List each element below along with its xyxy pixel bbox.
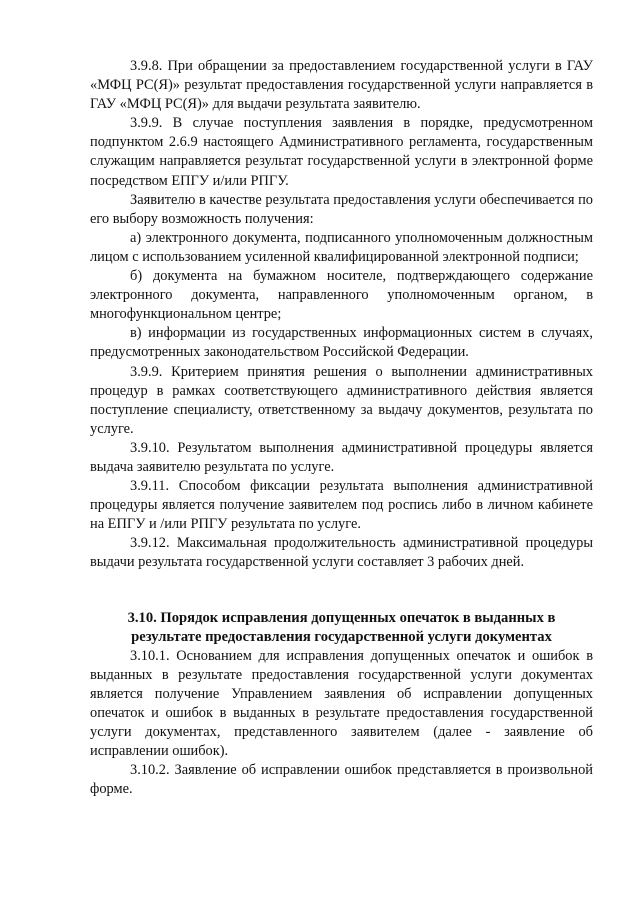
paragraph-3-9-11: 3.9.11. Способом фиксации результата выполнения административной процедуры является получение заявителем под роспись либо в личном кабинете на ЕПГУ и /или РПГУ результата по услуге. <box>90 478 593 533</box>
paragraph-3-10-1: 3.10.1. Основанием для исправления допущенных опечаток и ошибок в выданных в результате предоставления государственной услуги документах является получение Управлением заявления об исправлении допущенных опечаток и ошибок в выданных в результате предоставления государственной услуги документах, представленного заявителем (далее - заявление об исправлении ошибок). <box>90 647 593 759</box>
paragraph-result-options: Заявителю в качестве результата предоставления услуги обеспечивается по его выбору возможность получения: <box>90 191 593 227</box>
list-item-a: а) электронного документа, подписанного уполномоченным должностным лицом с использованием усиленной квалифицированной электронной подписи; <box>90 229 593 265</box>
paragraph-3-10-2: 3.10.2. Заявление об исправлении ошибок представляется в произвольной форме. <box>90 762 593 798</box>
paragraph-3-9-9-electronic: 3.9.9. В случае поступления заявления в порядке, предусмотренном подпунктом 2.6.9 настоящего Административного регламента, государственным служащим направляется результат государственной услуги в электронной форме посредством ЕПГУ и/или РПГУ. <box>90 115 593 189</box>
paragraph-3-9-8: 3.9.8. При обращении за предоставлением государственной услуги в ГАУ «МФЦ РС(Я)» результат предоставления государственной услуги направляется в ГАУ «МФЦ РС(Я)» для выдачи результата заявителю. <box>90 58 593 113</box>
paragraph-3-9-12: 3.9.12. Максимальная продолжительность административной процедуры выдачи результата государственной услуги составляет 3 рабочих дней. <box>90 535 593 571</box>
paragraph-3-9-10: 3.9.10. Результатом выполнения административной процедуры является выдача заявителю результата по услуге. <box>90 439 593 475</box>
section-heading-3-10: 3.10. Порядок исправления допущенных опечаток в выданных в результате предоставления государственной услуги документах <box>127 609 556 645</box>
paragraph-3-9-9-criterion: 3.9.9. Критерием принятия решения о выполнении административных процедур в рамках соответствующего административного действия является поступление специалисту, ответственному за выдачу документов, результата по услуге. <box>90 363 593 437</box>
list-item-v: в) информации из государственных информационных систем в случаях, предусмотренных законодательством Российской Федерации. <box>90 325 593 361</box>
list-item-b: б) документа на бумажном носителе, подтверждающего содержание электронного документа, направленного уполномоченным органом, в многофункциональном центре; <box>90 268 593 323</box>
